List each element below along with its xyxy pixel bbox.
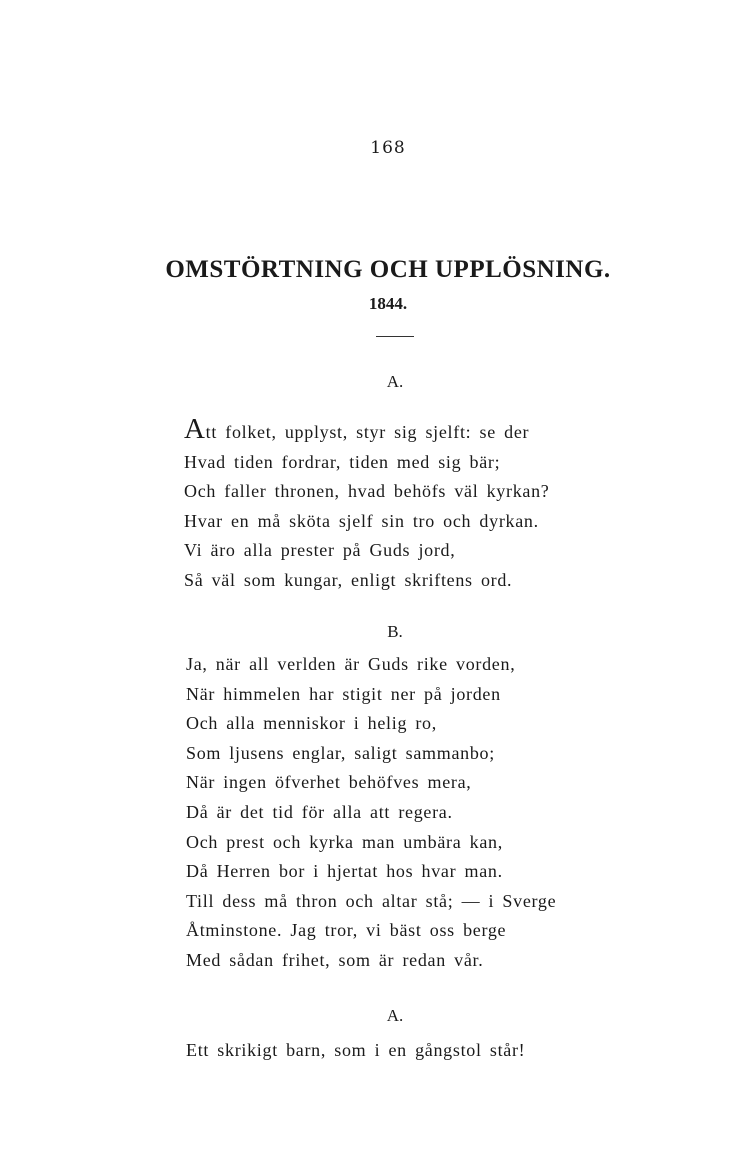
verse-line: Så väl som kungar, enligt skriftens ord.: [184, 569, 513, 590]
verse-line: Hvar en må sköta sjelf sin tro och dyrkan.: [184, 510, 539, 531]
stanza-a1: [184, 413, 550, 595]
verse-line: Åtminstone. Jag tror, vi bäst oss berge: [186, 920, 507, 941]
verse-line: Vi äro alla prester på Guds jord,: [184, 540, 456, 560]
poem-title: OMSTÖRTNING OCH UPPLÖSNING.: [165, 256, 611, 283]
verse-line: Som ljusens englar, saligt sammanbo;: [186, 742, 495, 763]
stanza-a2: [186, 1036, 525, 1066]
title-rule: [376, 336, 414, 337]
verse-line: Att folket, upplyst, styr sig sjelft: se der: [184, 413, 530, 445]
verse-line: Och faller thronen, hvad behöfs väl kyrkan?: [184, 481, 550, 501]
verse-line: Hvad tiden fordrar, tiden med sig bär;: [184, 451, 501, 472]
speaker-label: A.: [386, 372, 404, 391]
verse-line: Och alla menniskor i helig ro,: [186, 713, 437, 734]
verse-line: Ja, när all verlden är Guds rike vorden,: [186, 654, 516, 674]
dropcap: A: [184, 413, 206, 445]
poem-year: 1844.: [368, 294, 408, 313]
speaker-label: A.: [386, 1006, 404, 1025]
page-number: 168: [370, 138, 406, 158]
verse-line: Ett skrikigt barn, som i en gångstol står!: [186, 1040, 526, 1060]
verse-line: Då Herren bor i hjertat hos hvar man.: [186, 861, 503, 882]
verse-line: Och prest och kyrka man umbära kan,: [186, 831, 503, 852]
speaker-label: B.: [387, 622, 403, 641]
verse-line: Med sådan frihet, som är redan vår.: [186, 949, 484, 970]
stanza-b: [186, 650, 556, 976]
verse-line: När himmelen har stigit ner på jorden: [186, 683, 501, 704]
verse-line: Till dess må thron och altar stå; — i Sverge: [186, 890, 557, 911]
verse-line: När ingen öfverhet behöfves mera,: [186, 772, 472, 793]
verse-line: Då är det tid för alla att regera.: [186, 801, 453, 822]
